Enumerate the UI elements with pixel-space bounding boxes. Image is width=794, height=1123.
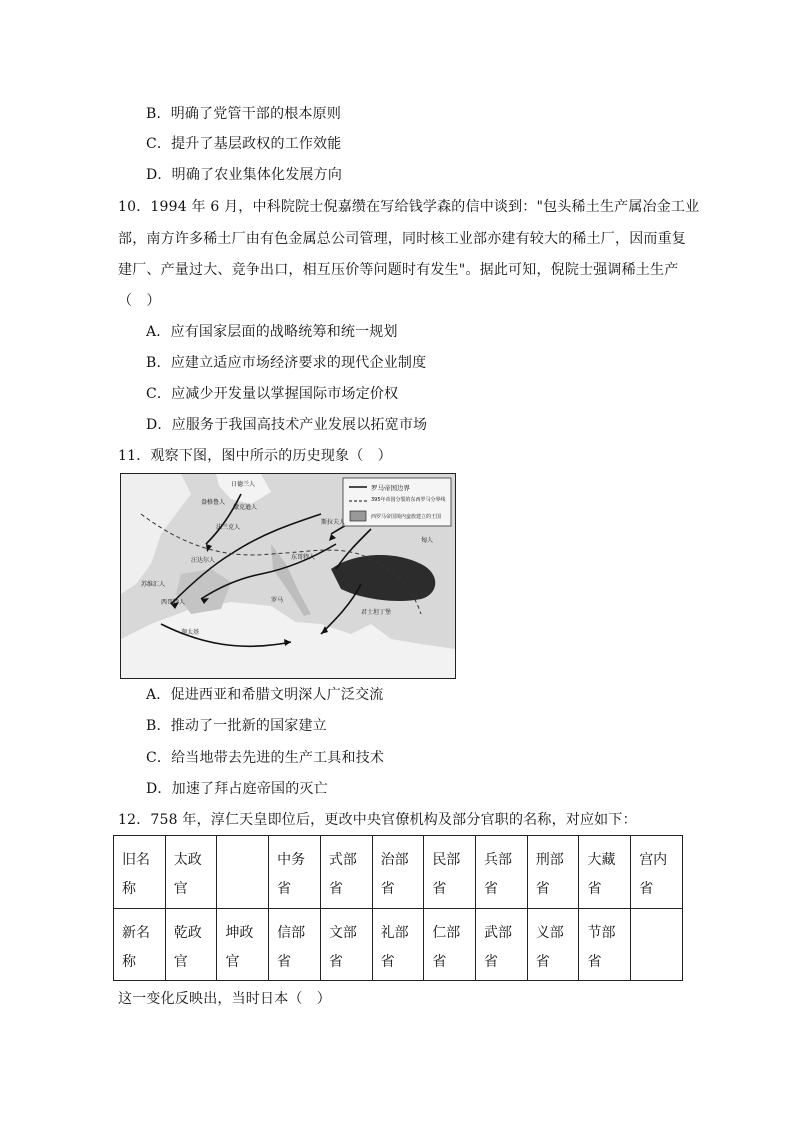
q11-option-c: C．给当地带去先进的生产工具和技术	[146, 750, 385, 766]
q10-stem-line-2: 部，南方许多稀土厂由有色金属总公司管理，同时核工业部亦建有较大的稀土厂，因而重复	[118, 231, 686, 247]
legend-kingdoms: 西罗马帝国境内蛮族建立的王国	[371, 514, 442, 520]
table-cell: 大藏省	[579, 836, 631, 909]
table-cell: 仁部省	[424, 908, 476, 981]
q11-option-d: D．加速了拜占庭帝国的灭亡	[146, 781, 328, 797]
map-label: 东哥特人	[291, 554, 316, 561]
map-label: 汪达尔人	[191, 557, 216, 564]
q9-option-c: C．提升了基层政权的工作效能	[146, 136, 342, 152]
official-names-table	[113, 835, 683, 981]
q9-option-d: D．明确了农业集体化发展方向	[146, 167, 343, 183]
table-cell: 民部省	[424, 836, 476, 909]
table-cell: 兵部省	[476, 836, 528, 909]
map-label: 君士坦丁堡	[361, 609, 392, 616]
q10-stem-line-1: 10．1994 年 6 月，中科院院士倪嘉缵在写给钱学森的信中谈到："包头稀土生产属冶金工业	[118, 199, 700, 215]
table-cell: 旧名称	[114, 836, 166, 909]
table-cell: 刑部省	[527, 836, 579, 909]
q10-option-d: D．应服务于我国高技术产业发展以拓宽市场	[146, 417, 428, 433]
map-label: 斯拉夫人	[321, 519, 346, 526]
table-cell: 礼部省	[372, 908, 424, 981]
map-label: 苏维汇人	[141, 581, 166, 588]
q11-option-b: B．推动了一批新的国家建立	[146, 718, 327, 734]
table-cell: 坤政官	[217, 908, 269, 981]
legend-division: 395年帝国分裂的东西罗马分界线	[371, 497, 446, 503]
q11-option-a: A．促进西亚和希腊文明深人广泛交流	[146, 687, 384, 703]
map-label: 日德兰人	[231, 481, 256, 488]
table-cell	[631, 908, 683, 981]
legend-boundary: 罗马帝国边界	[371, 484, 410, 492]
q12-stem: 12．758 年，淳仁天皇即位后，更改中央官僚机构及部分官职的名称，对应如下：	[118, 812, 637, 828]
q11-stem: 11．观察下图，图中所示的历史现象（ ）	[118, 448, 392, 464]
table-cell: 治部省	[372, 836, 424, 909]
table-cell: 式部省	[320, 836, 372, 909]
table-cell: 义部省	[527, 908, 579, 981]
map-label: 盎格鲁人	[201, 499, 226, 506]
q10-option-b: B．应建立适应市场经济要求的现代企业制度	[146, 355, 427, 371]
table-cell	[217, 836, 269, 909]
table-cell: 新名称	[114, 908, 166, 981]
table-cell: 中务省	[269, 836, 321, 909]
table-cell: 文部省	[320, 908, 372, 981]
table-cell: 武部省	[476, 908, 528, 981]
map-label: 法兰克人	[216, 524, 241, 531]
map-label: 罗马	[271, 597, 284, 604]
table-cell: 乾政官	[165, 908, 217, 981]
map-label: 迦太基	[181, 629, 200, 636]
map-label: 西哥特人	[161, 599, 186, 606]
q10-option-c: C．应减少开发量以掌握国际市场定价权	[146, 386, 399, 402]
table-row-old	[114, 836, 683, 909]
table-cell: 信部省	[269, 908, 321, 981]
q12-follow-up: 这一变化反映出，当时日本（ ）	[118, 991, 331, 1007]
q10-stem-line-3: 建厂、产量过大、竞争出口，相互压价等问题时有发生"。据此可知，倪院士强调稀土生产	[118, 262, 679, 278]
table-cell: 宫内省	[631, 836, 683, 909]
table-cell: 节部省	[579, 908, 631, 981]
q10-option-a: A．应有国家层面的战略统筹和统一规划	[146, 324, 398, 340]
q10-answer-blank: （ ）	[118, 293, 161, 309]
table-row-new	[114, 908, 683, 981]
table-cell: 太政官	[165, 836, 217, 909]
map-label: 匈人	[421, 537, 434, 544]
q9-option-b: B．明确了党管干部的根本原则	[146, 106, 342, 122]
map-label: 撒克逊人	[233, 504, 258, 511]
barbarian-migration-map	[120, 473, 456, 679]
